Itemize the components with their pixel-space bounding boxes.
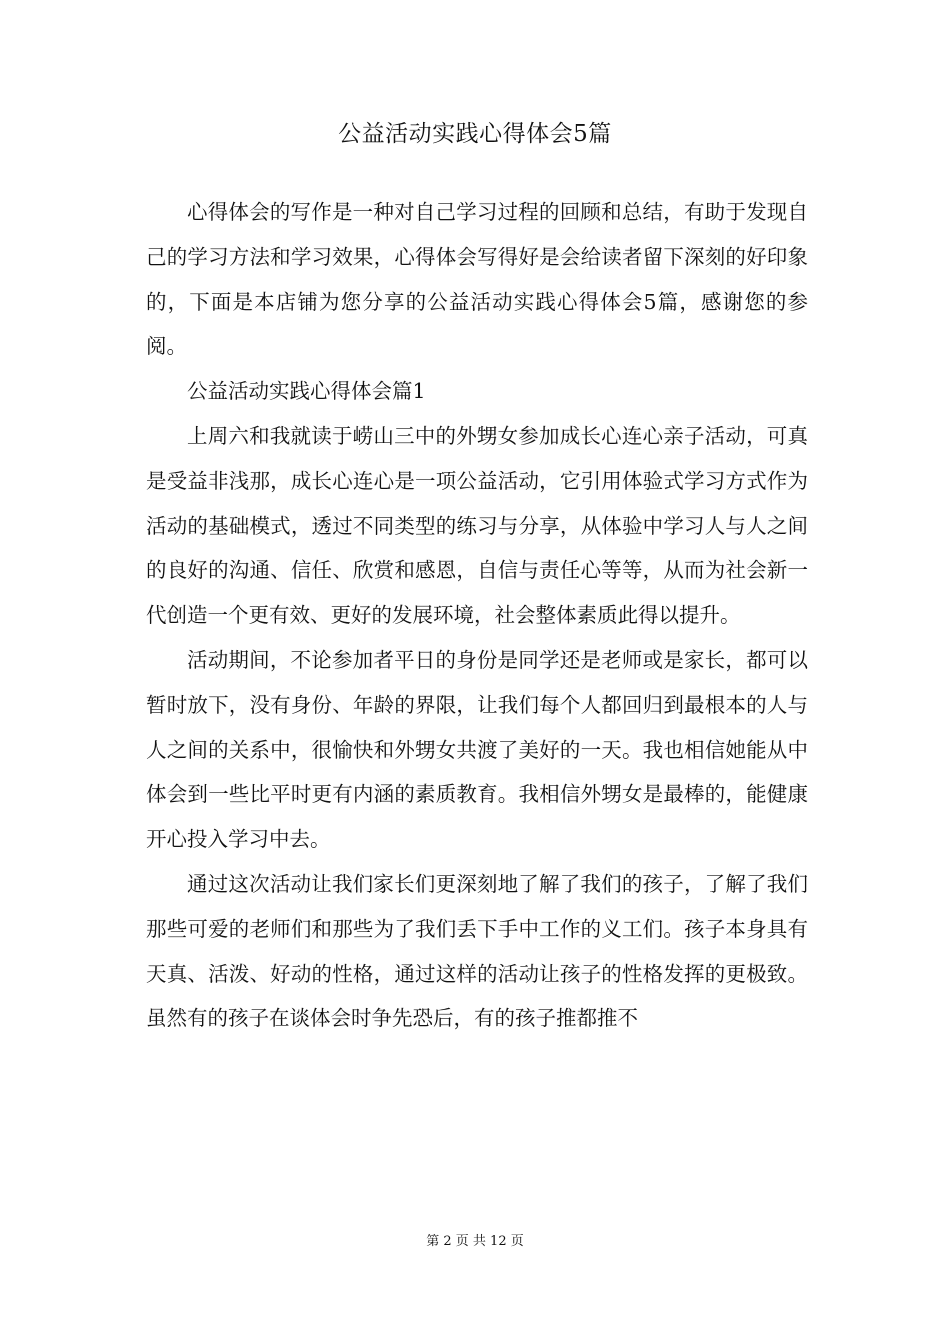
body-paragraph: 通过这次活动让我们家长们更深刻地了解了我们的孩子，了解了我们那些可爱的老师们和那些为了我们丢下手中工作的义工们。孩子本身具有天真、活泼、好动的性格，通过这样的活动让孩子的性格发挥的更极致。虽然有的孩子在谈体会时争先恐后，有的孩子推都推不 [146, 871, 808, 1031]
document-body [146, 190, 808, 1041]
page-number-footer: 第 2 页 共 12 页 [426, 1234, 524, 1249]
intro-paragraph: 心得体会的写作是一种对自己学习过程的回顾和总结，有助于发现自己的学习方法和学习效果，心得体会写得好是会给读者留下深刻的好印象的，下面是本店铺为您分享的公益活动实践心得体会5篇，感谢您的参阅。 [146, 200, 808, 359]
document-title: 公益活动实践心得体会5篇 [338, 121, 612, 147]
section-heading: 公益活动实践心得体会篇1 [187, 379, 426, 404]
body-paragraph: 活动期间，不论参加者平日的身份是同学还是老师或是家长，都可以暂时放下，没有身份、年龄的界限，让我们每个人都回归到最根本的人与人之间的关系中，很愉快和外甥女共渡了美好的一天。我也相信她能从中体会到一些比平时更有内涵的素质教育。我相信外甥女是最棒的，能健康开心投入学习中去。 [146, 647, 808, 852]
body-paragraph: 上周六和我就读于崂山三中的外甥女参加成长心连心亲子活动，可真是受益非浅那，成长心连心是一项公益活动，它引用体验式学习方式作为活动的基础模式，透过不同类型的练习与分享，从体验中学习人与人之间的良好的沟通、信任、欣赏和感恩，自信与责任心等等，从而为社会新一代创造一个更有效、更好的发展环境，社会整体素质此得以提升。 [146, 423, 808, 628]
